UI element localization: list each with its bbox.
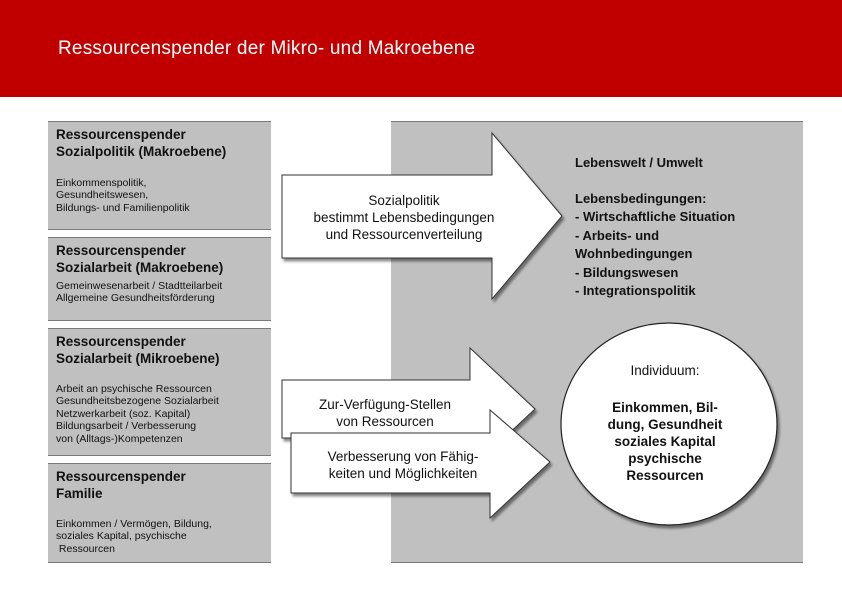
arrow-text-line: Sozialpolitik xyxy=(368,193,440,208)
resource-line: dung, Gesundheit xyxy=(607,417,723,432)
box-body-line: Einkommen / Vermögen, Bildung, xyxy=(56,518,212,530)
condition-item: Wohnbedingungen xyxy=(575,246,693,261)
box-body-line: Gemeinwesenarbeit / Stadtteilarbeit xyxy=(56,280,223,292)
box-body-line: von (Alltags-)Kompetenzen xyxy=(56,432,183,445)
box-body-line: Arbeit an psychische Ressourcen xyxy=(56,383,212,395)
box-body-line: Gesundheitsbezogene Sozialarbeit xyxy=(56,395,219,408)
arrow-text-line: von Ressourcen xyxy=(336,414,434,429)
conditions-title: Lebensbedingungen: xyxy=(575,191,707,206)
box-body-line: soziales Kapital, psychische xyxy=(56,530,187,543)
box-body-line: Gesundheitswesen, xyxy=(56,189,149,202)
box-title-line: Ressourcenspender xyxy=(56,127,186,142)
condition-item: - Arbeits- und xyxy=(575,228,660,243)
box-title-line: Ressourcenspender xyxy=(56,243,186,258)
resource-line: Einkommen, Bil- xyxy=(612,400,718,415)
arrow-text-line: bestimmt Lebensbedingungen xyxy=(313,210,495,225)
arrow-text-line: und Ressourcenverteilung xyxy=(325,227,483,242)
box-title-line: Sozialpolitik (Makroebene) xyxy=(56,144,227,159)
box-title-line: Familie xyxy=(56,486,103,501)
resource-line: psychische xyxy=(628,451,702,466)
arrow-text-line: Verbesserung von Fähig- xyxy=(327,449,479,464)
lifeworld-heading: Lebenswelt / Umwelt xyxy=(575,155,703,170)
box-body-line: Ressourcen xyxy=(56,542,115,555)
page-title: Ressourcenspender der Mikro- und Makroebene xyxy=(58,38,476,59)
resource-line: Ressourcen xyxy=(626,468,704,483)
box-body-line: Allgemeine Gesundheitsförderung xyxy=(56,292,215,305)
arrow-text-line: Zur-Verfügung-Stellen xyxy=(318,397,452,412)
condition-item: - Wirtschaftliche Situation xyxy=(575,209,736,224)
arrow-bereitstellung-text xyxy=(295,396,475,430)
box-body-line: Netzwerkarbeit (soz. Kapital) xyxy=(56,407,191,420)
box-body-line: Einkommenspolitik, xyxy=(56,177,147,189)
individuum-resources xyxy=(570,399,760,484)
arrow-verbesserung-text xyxy=(298,448,508,482)
condition-item: - Integrationspolitik xyxy=(575,283,696,298)
arrow-sozialpolitik-text xyxy=(286,192,522,243)
box-body-line: Bildungsarbeit / Verbesserung xyxy=(56,420,197,433)
individuum-title: Individuum: xyxy=(630,363,700,378)
box-title-line: Ressourcenspender xyxy=(56,469,186,484)
arrow-text-line: keiten und Möglichkeiten xyxy=(328,466,478,481)
box-title-line: Sozialarbeit (Makroebene) xyxy=(56,260,224,275)
condition-item: - Bildungswesen xyxy=(575,265,679,280)
box-body-line: Bildungs- und Familienpolitik xyxy=(56,201,190,214)
resource-line: soziales Kapital xyxy=(614,434,716,449)
box-title-line: Ressourcenspender xyxy=(56,334,186,349)
box-title-line: Sozialarbeit (Mikroebene) xyxy=(56,351,220,366)
